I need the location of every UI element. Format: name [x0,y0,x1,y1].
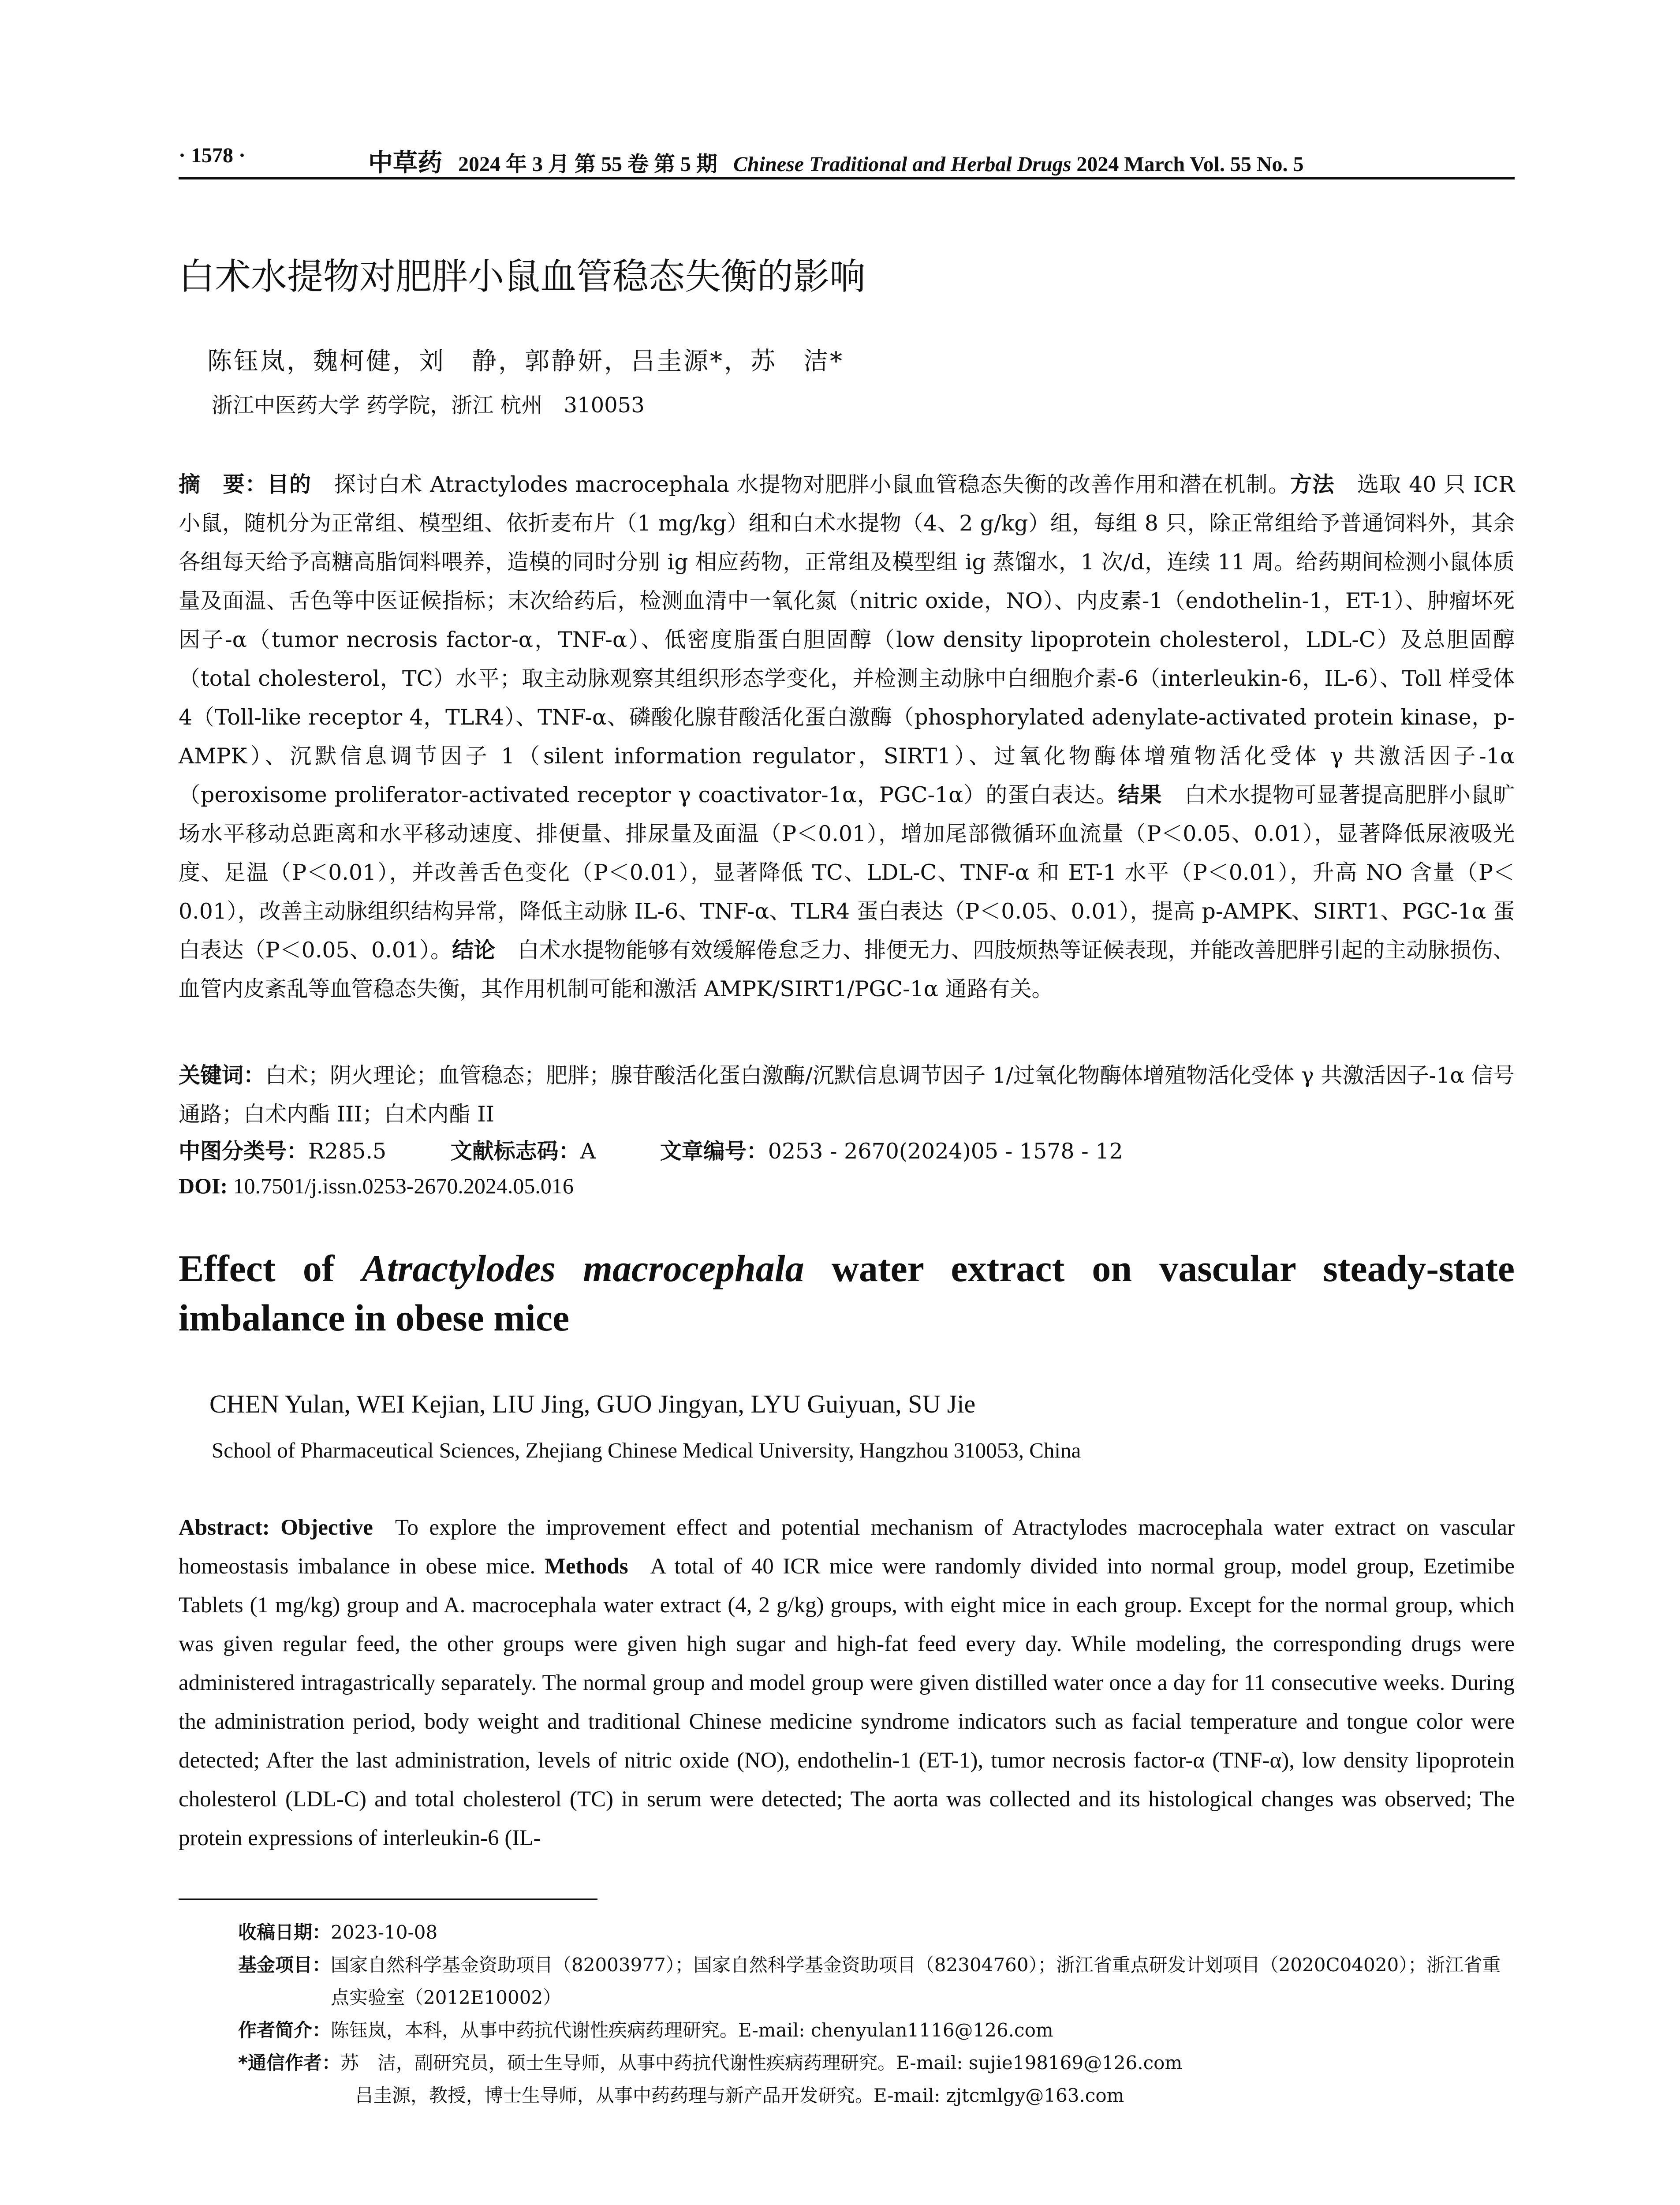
clc-label: 中图分类号： [179,1139,309,1164]
article-no-value: 0253 - 2670(2024)05 - 1578 - 12 [768,1139,1123,1164]
doi-value[interactable]: 10.7501/j.issn.0253-2670.2024.05.016 [233,1174,574,1198]
running-header [179,143,1515,177]
affiliation-cn: 浙江中医药大学 药学院，浙江 杭州 310053 [212,393,645,418]
methods-text-en: A total of 40 ICR mice were randomly divided into normal group, model group, Ezetimibe Tablets (1 mg/kg) group and A. macrocephala water extract (4, 2 g/kg) groups, with eight mice in each group. Except for the normal group, which was given regular feed, the other groups were given high sugar and high-fat feed every day. While modeling, the corresponding drugs were administered intragastrically separately. The normal group and model group were given distilled water once a day for 11 consecutive weeks. During the administration period, body weight and traditional Chinese medicine syndrome indicators such as facial temperature and tongue color were detected; After the last administration, levels of nitric oxide (NO), endothelin-1 (ET-1), tumor necrosis factor-α (TNF-α), low density lipoprotein cholesterol (LDL-C) and total cholesterol (TC) in serum were detected; The aorta was collected and its histological changes was observed; The protein expressions of interleukin-6 (IL- [179,1554,1515,1850]
footnote-bio [238,2014,1517,2047]
footnote-received [238,1916,1517,1949]
methods-label-cn: 方法 [1290,472,1335,497]
article-title-en [179,1244,1515,1342]
doc-code-value: A [580,1139,596,1164]
bio-label: 作者简介： [238,2019,331,2041]
conclusion-label-cn: 结论 [452,938,496,963]
page-number: · 1578 · [179,144,246,167]
doi-line [179,1173,574,1199]
objective-label-cn: 目的 [267,472,312,497]
abstract-cn [179,465,1515,1009]
corr-text-2: 吕圭源，教授，博士生导师，从事中药药理与新产品开发研究。E-mail: zjtcmlgy@163.com [355,2085,1124,2106]
journal-name-cn: 中草药 [368,148,442,177]
journal-info [368,143,1304,179]
affiliation-en: School of Pharmaceutical Sciences, Zhejiang Chinese Medical University, Hangzhou 310053, China [212,1438,1081,1462]
corr-text-1: 苏 洁，副研究员，硕士生导师，从事中药抗代谢性疾病药理研究。E-mail: sujie198169@126.com [340,2052,1183,2074]
footnote-divider [179,1899,597,1900]
authors-en: CHEN Yulan, WEI Kejian, LIU Jing, GUO Jingyan, LYU Guiyuan, SU Jie [209,1390,976,1418]
issue-en: 2024 March Vol. 55 No. 5 [1076,153,1304,176]
fund-text: 国家自然科学基金资助项目（82003977）；国家自然科学基金资助项目（82304760）；浙江省重点研发计划项目（2020C04020）；浙江省重点实验室（2012E10002） [331,1954,1501,2008]
doi-label: DOI: [179,1174,228,1198]
footnotes [238,1916,1517,2112]
objective-text-en: To explore the improvement effect and potential mechanism of Atractylodes macrocephala water extract on vascular homeostasis imbalance in obese mice. [179,1515,1515,1579]
bio-text: 陈钰岚，本科，从事中药抗代谢性疾病药理研究。E-mail: chenyulan1116@126.com [331,2019,1053,2041]
abstract-label-en: Abstract: Objective [179,1515,373,1540]
fund-label: 基金项目： [238,1954,331,1976]
objective-text-cn: 探讨白术 Atractylodes macrocephala 水提物对肥胖小鼠血管稳态失衡的改善作用和潜在机制。 [333,472,1291,497]
results-label-cn: 结果 [1118,782,1162,807]
received-date: 2023-10-08 [331,1921,438,1943]
methods-label-en: Methods [544,1554,628,1579]
title-en-species: Atractylodes macrocephala [362,1247,804,1289]
title-en-part1: Effect of [179,1247,362,1289]
title-en-part2: water extract on vascular steady-state imbalance in obese mice [179,1247,1515,1339]
corr-label: *通信作者： [238,2052,340,2074]
issue-cn: 2024 年 3 月 第 55 卷 第 5 期 [458,153,718,176]
authors-cn: 陈钰岚，魏柯健，刘 静，郭静妍，吕圭源*，苏 洁* [207,347,844,376]
abstract-label-cn: 摘 要： [179,472,267,497]
keywords-cn [179,1056,1515,1134]
footnote-fund [238,1949,1517,2014]
footnote-corresponding [238,2047,1517,2079]
classification-line [179,1134,1180,1165]
article-no-label: 文章编号： [660,1139,768,1164]
header-divider [179,177,1515,179]
methods-text-cn: 选取 40 只 ICR 小鼠，随机分为正常组、模型组、依折麦布片（1 mg/kg）组和白术水提物（4、2 g/kg）组，每组 8 只，除正常组给予普通饲料外，其余各组每天给予高糖高脂饲料喂养，造模的同时分别 ig 相应药物，正常组及模型组 ig 蒸馏水，1 次/d，连续 11 周。给药期间检测小鼠体质量及面温、舌色等中医证候指标；末次给药后，检测血清中一氧化氮（nitric oxide，NO）、内皮素-1（endothelin-1，ET-1）、肿瘤坏死因子-α（tumor necrosis factor-α，TNF-α）、低密度脂蛋白胆固醇（low density lipoprotein cholesterol，LDL-C）及总胆固醇（total cholesterol，TC）水平；取主动脉观察其组织形态学变化，并检测主动脉中白细胞介素-6（interleukin-6，IL-6）、Toll 样受体 4（Toll-like receptor 4，TLR4）、TNF-α、磷酸化腺苷酸活化蛋白激酶（phosphorylated adenylate-activated protein kinase，p-AMPK）、沉默信息调节因子 1（silent information regulator，SIRT1）、过氧化物酶体增殖物活化受体 γ 共激活因子-1α（peroxisome proliferator-activated receptor γ coactivator-1α，PGC-1α）的蛋白表达。 [179,472,1515,807]
conclusion-text-cn: 白术水提物能够有效缓解倦怠乏力、排便无力、四肢烦热等证候表现，并能改善肥胖引起的主动脉损伤、血管内皮紊乱等血管稳态失衡，其作用机制可能和激活 AMPK/SIRT1/PGC-1α 通路有关。 [179,938,1515,1002]
doc-code-label: 文献标志码： [450,1139,580,1164]
abstract-en [179,1508,1515,1857]
received-label: 收稿日期： [238,1921,331,1943]
journal-name-en: Chinese Traditional and Herbal Drugs [733,153,1071,176]
keywords-label-cn: 关键词： [179,1063,265,1088]
clc-value: R285.5 [308,1139,387,1164]
article-title-cn: 白术水提物对肥胖小鼠血管稳态失衡的影响 [179,256,866,298]
keywords-text-cn: 白术；阴火理论；血管稳态；肥胖；腺苷酸活化蛋白激酶/沉默信息调节因子 1/过氧化物酶体增殖物活化受体 γ 共激活因子-1α 信号通路；白术内酯 III；白术内酯 II [179,1063,1515,1127]
results-text-cn: 白术水提物可显著提高肥胖小鼠旷场水平移动总距离和水平移动速度、排便量、排尿量及面温（P＜0.01），增加尾部微循环血流量（P＜0.05、0.01），显著降低尿液吸光度、足温（P＜0.01），并改善舌色变化（P＜0.01），显著降低 TC、LDL-C、TNF-α 和 ET-1 水平（P＜0.01），升高 NO 含量（P＜0.01），改善主动脉组织结构异常，降低主动脉 IL-6、TNF-α、TLR4 蛋白表达（P＜0.05、0.01），提高 p-AMPK、SIRT1、PGC-1α 蛋白表达（P＜0.05、0.01）。 [179,782,1515,963]
